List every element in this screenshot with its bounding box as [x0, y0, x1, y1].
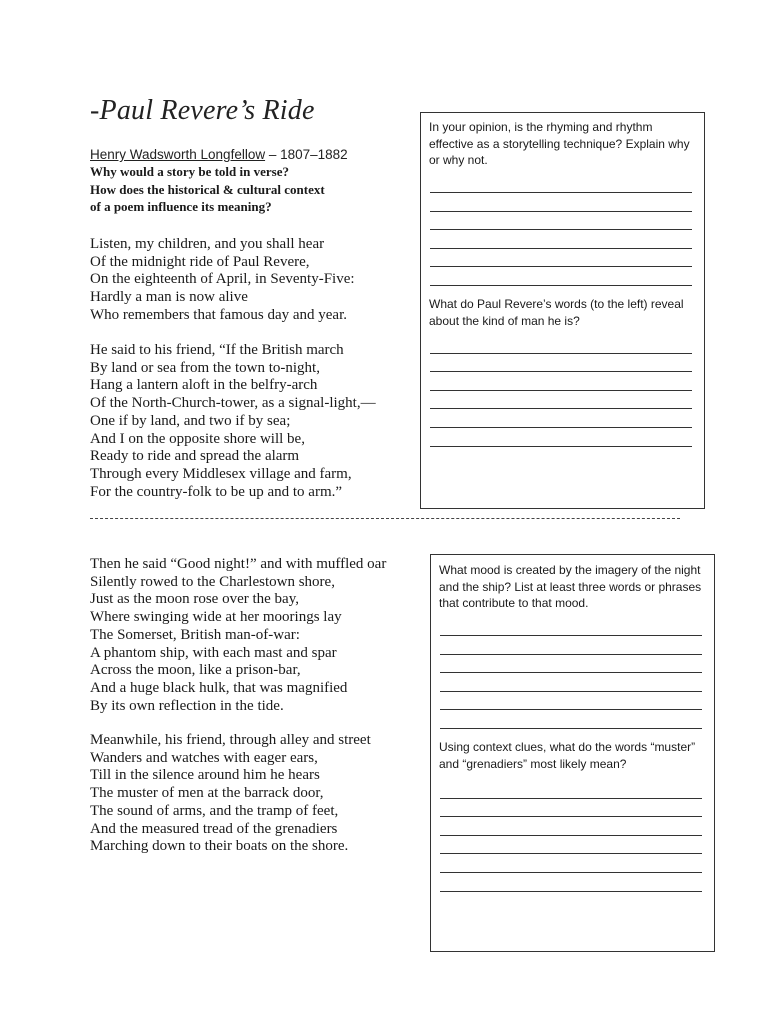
author-dates: – 1807–1882	[265, 147, 348, 162]
poem-line: Then he said “Good night!” and with muffled oar	[90, 556, 387, 572]
poem-line: And the measured tread of the grenadiers	[90, 820, 338, 837]
poem-line: On the eighteenth of April, in Seventy-Five:	[90, 271, 355, 288]
poem-line: Hardly a man is now alive	[90, 289, 248, 306]
answer-line[interactable]	[430, 175, 692, 194]
guiding-question: Why would a story be told in verse?	[90, 164, 289, 179]
answer-line[interactable]	[430, 391, 692, 410]
answer-line[interactable]	[430, 372, 692, 391]
answer-line[interactable]	[440, 854, 702, 873]
question-text: What mood is created by the imagery of the night and the ship? List at least three words or phrases that contribute to that mood.	[439, 563, 702, 610]
stanza-3	[90, 556, 386, 715]
answer-line[interactable]	[430, 354, 692, 373]
poem-line: By land or sea from the town to-night,	[90, 359, 320, 376]
answer-line[interactable]	[430, 212, 692, 231]
answer-line[interactable]	[440, 873, 702, 892]
stanza-4	[90, 732, 371, 856]
stanza-1	[90, 236, 355, 325]
question-box-1	[420, 112, 705, 509]
poem-line: The muster of men at the barrack door,	[90, 785, 324, 802]
stanza-2	[90, 342, 376, 501]
poem-line: One if by land, and two if by sea;	[90, 412, 291, 429]
answer-lines	[421, 335, 704, 447]
answer-line[interactable]	[440, 710, 702, 729]
question-text: What do Paul Revere’s words (to the left) reveal about the kind of man he is?	[429, 297, 684, 328]
question-text: Using context clues, what do the words “muster” and “grenadiers” most likely mean?	[439, 740, 696, 771]
guiding-question: of a poem influence its meaning?	[90, 199, 272, 214]
section-divider	[90, 518, 680, 519]
poem-line: Wanders and watches with eager ears,	[90, 749, 318, 766]
poem-line: Till in the silence around him he hears	[90, 767, 320, 784]
poem-line: He said to his friend, “If the British march	[90, 342, 344, 358]
poem-line: Listen, my children, and you shall hear	[90, 236, 325, 252]
answer-line[interactable]	[430, 193, 692, 212]
answer-line[interactable]	[440, 655, 702, 674]
answer-line[interactable]	[440, 636, 702, 655]
guiding-questions	[90, 163, 325, 216]
poem-line: For the country-folk to be up and to arm.”	[90, 483, 343, 500]
answer-line[interactable]	[440, 618, 702, 637]
poem-line: Who remembers that famous day and year.	[90, 306, 347, 323]
page-title: -Paul Revere’s Ride	[90, 95, 315, 126]
answer-line[interactable]	[430, 249, 692, 268]
answer-line[interactable]	[430, 428, 692, 447]
author-name: Henry Wadsworth Longfellow	[90, 147, 266, 162]
poem-line: And a huge black hulk, that was magnified	[90, 679, 348, 696]
poem-line: The Somerset, British man-of-war:	[90, 626, 300, 643]
answer-line[interactable]	[430, 409, 692, 428]
answer-line[interactable]	[430, 230, 692, 249]
answer-line[interactable]	[440, 836, 702, 855]
answer-line[interactable]	[430, 267, 692, 286]
answer-line[interactable]	[440, 817, 702, 836]
question-box-2	[430, 554, 715, 952]
poem-line: Meanwhile, his friend, through alley and street	[90, 732, 371, 748]
answer-lines	[431, 780, 714, 892]
poem-line: Marching down to their boats on the shore.	[90, 838, 349, 855]
poem-line: Silently rowed to the Charlestown shore,	[90, 573, 335, 590]
guiding-question: How does the historical & cultural context	[90, 181, 325, 197]
poem-line: And I on the opposite shore will be,	[90, 430, 305, 447]
poem-line: Just as the moon rose over the bay,	[90, 591, 299, 608]
answer-line[interactable]	[440, 780, 702, 799]
answer-line[interactable]	[430, 335, 692, 354]
byline	[90, 146, 348, 164]
poem-line: A phantom ship, with each mast and spar	[90, 644, 337, 661]
poem-line: Where swinging wide at her moorings lay	[90, 609, 342, 626]
poem-line: Of the midnight ride of Paul Revere,	[90, 253, 310, 270]
question-text: In your opinion, is the rhyming and rhythm effective as a storytelling technique? Explain why or why not.	[429, 120, 690, 167]
poem-line: Hang a lantern aloft in the belfry-arch	[90, 377, 318, 394]
answer-line[interactable]	[440, 673, 702, 692]
poem-line: The sound of arms, and the tramp of feet,	[90, 802, 339, 819]
answer-lines	[431, 618, 714, 730]
answer-line[interactable]	[440, 692, 702, 711]
answer-line[interactable]	[440, 799, 702, 818]
poem-line: Through every Middlesex village and farm,	[90, 465, 352, 482]
answer-lines	[421, 175, 704, 287]
poem-line: By its own reflection in the tide.	[90, 697, 284, 714]
poem-line: Ready to ride and spread the alarm	[90, 448, 300, 465]
poem-line: Across the moon, like a prison-bar,	[90, 662, 301, 679]
poem-line: Of the North-Church-tower, as a signal-light,—	[90, 395, 376, 412]
